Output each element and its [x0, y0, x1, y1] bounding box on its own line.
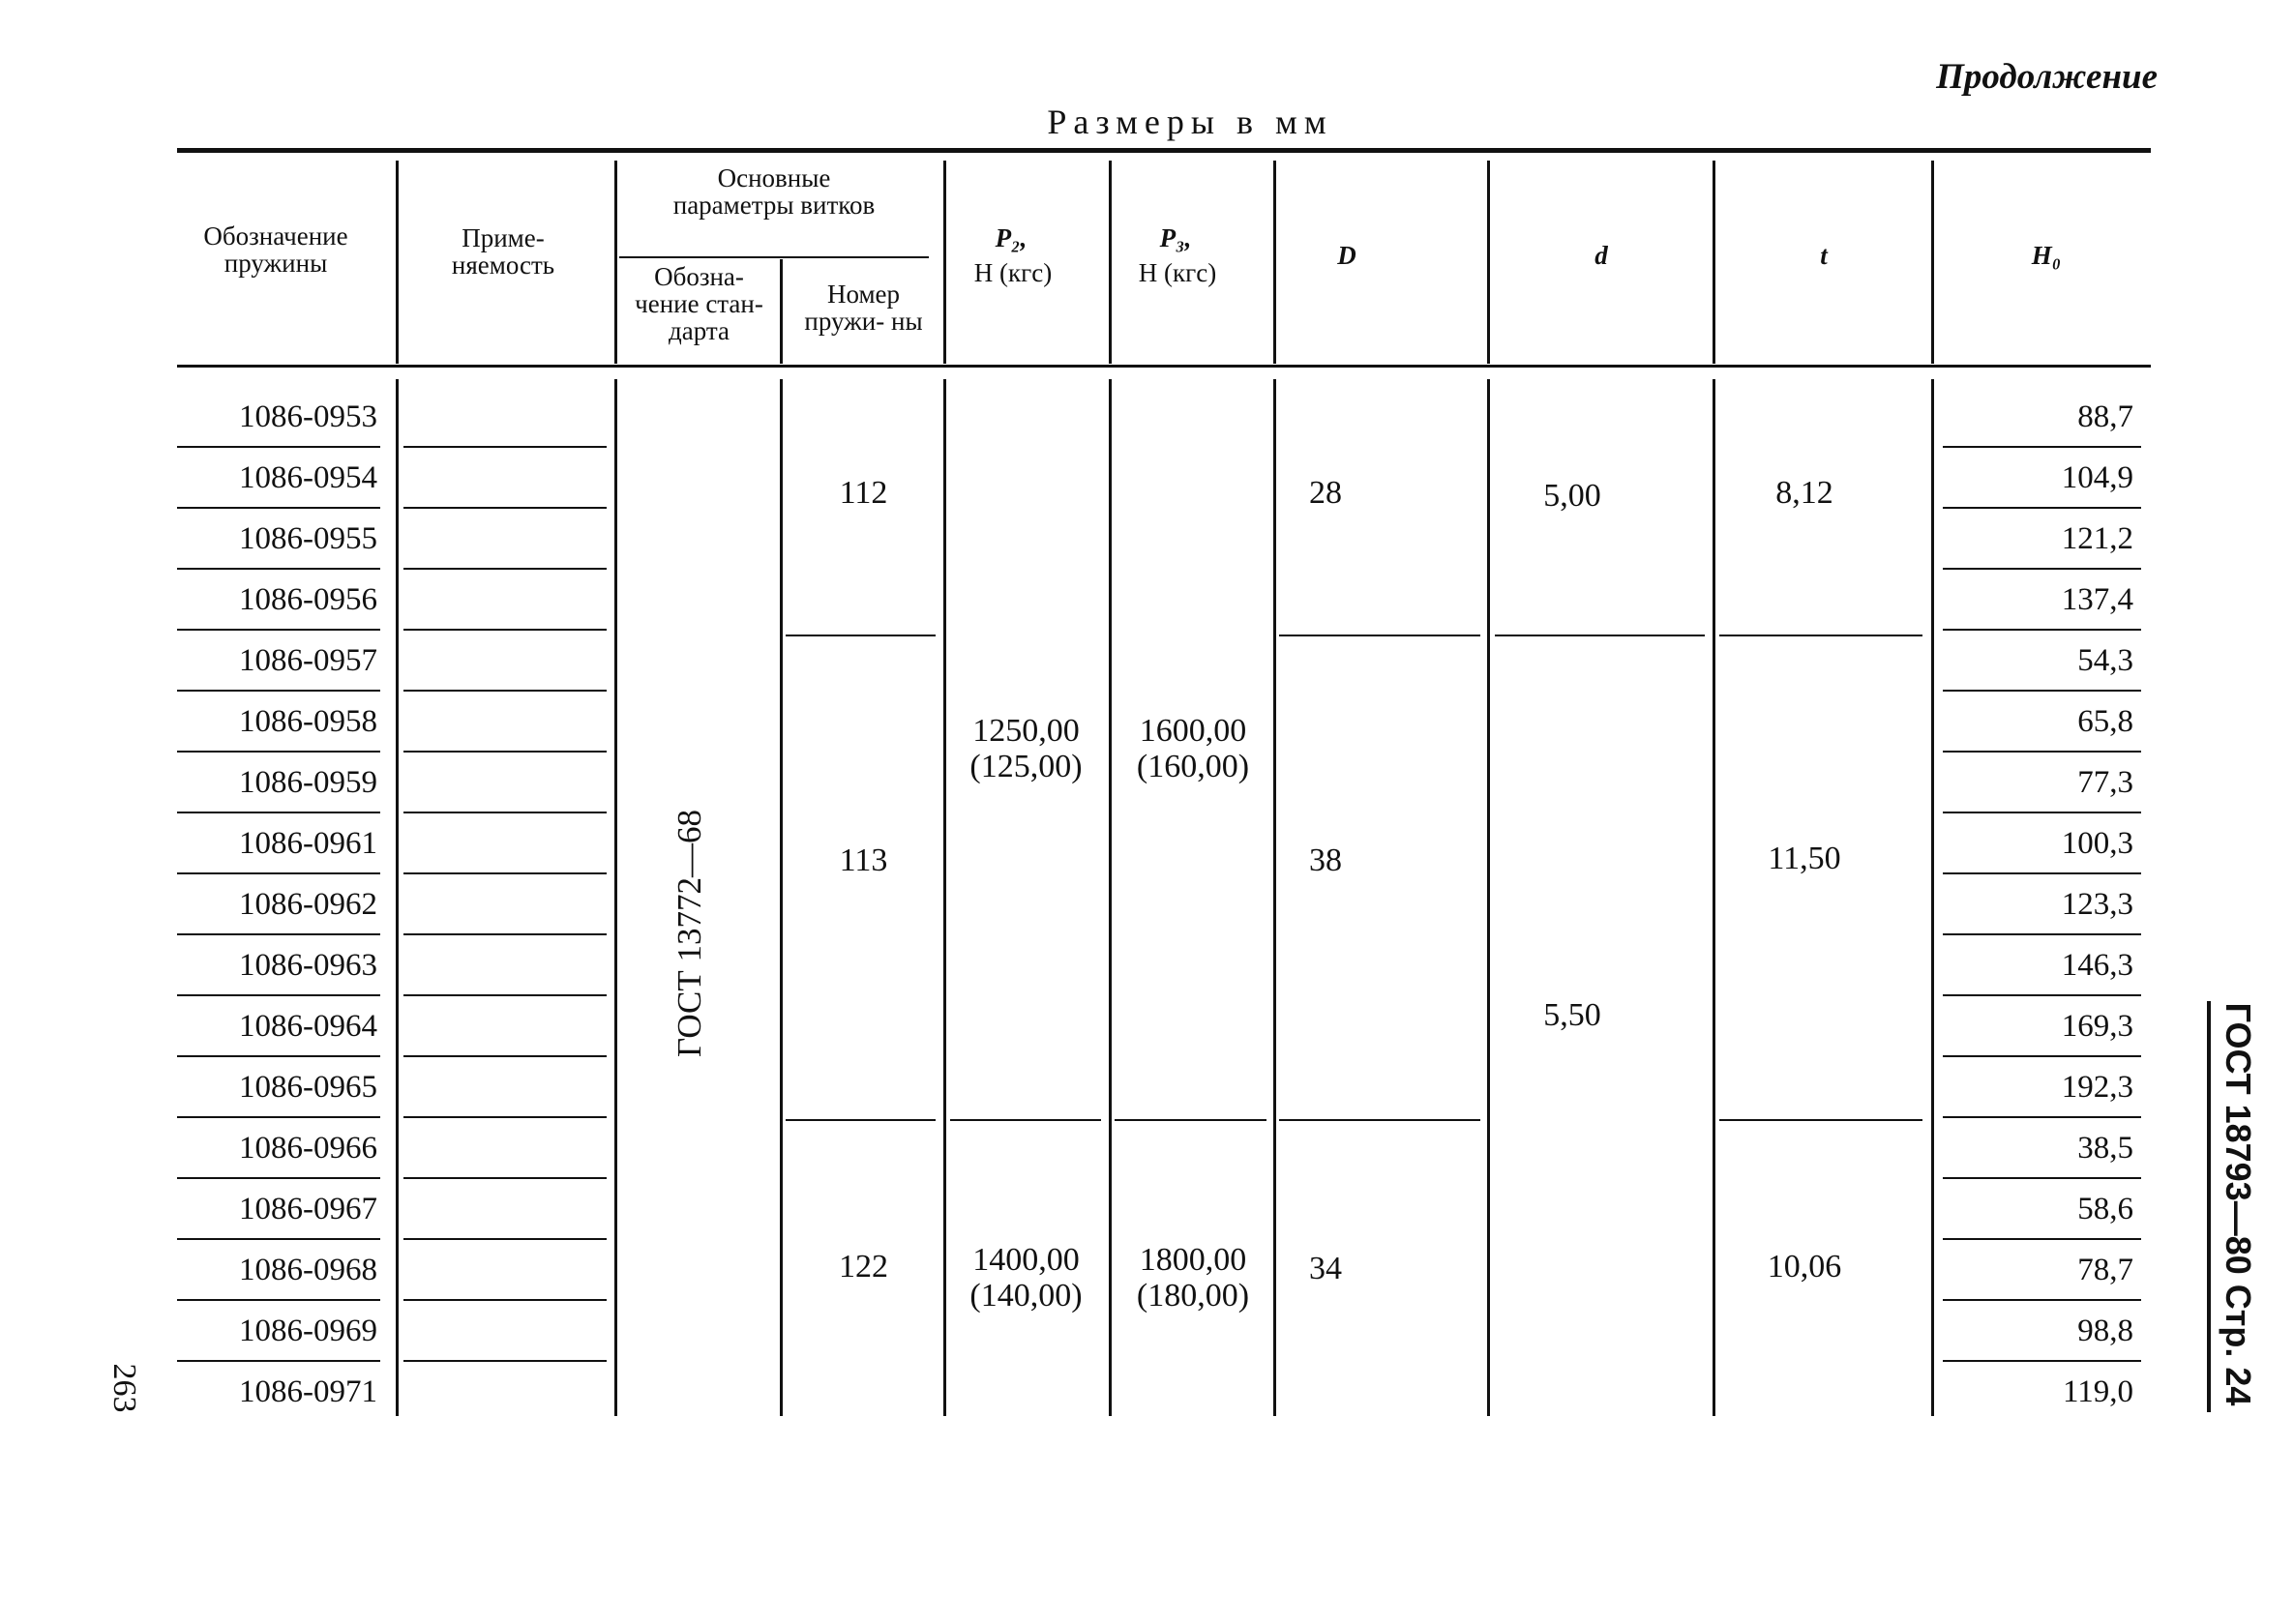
h0-cell: 58,6: [2077, 1192, 2133, 1226]
p2-value-kgf: (140,00): [969, 1278, 1083, 1314]
h0-underline: [1943, 751, 2141, 753]
applicability-blank-line: [403, 751, 607, 753]
spring-designation-cell: 1086-0969: [239, 1314, 377, 1348]
p2-value: 1250,00: [972, 713, 1080, 749]
h0-cell: 104,9: [2061, 460, 2133, 495]
h0-cell: 123,3: [2061, 887, 2133, 922]
col-line: [1713, 379, 1715, 1416]
header-D: D: [1337, 241, 1356, 270]
designation-underline: [177, 751, 380, 753]
h0-cell: 119,0: [2062, 1374, 2133, 1409]
spring-number-cell: 112: [839, 475, 888, 511]
h0-underline: [1943, 507, 2141, 509]
spring-designation-cell: 1086-0953: [239, 399, 377, 434]
header-spring-designation: Обозначение пружины: [203, 221, 348, 278]
spring-number-cell: 122: [839, 1249, 888, 1284]
col-line: [396, 379, 399, 1416]
h0-cell: 88,7: [2077, 399, 2133, 434]
h0-cell: 77,3: [2077, 765, 2133, 800]
p2-value-kgf: (125,00): [969, 749, 1083, 784]
spring-designation-cell: 1086-0963: [239, 948, 377, 983]
spring-designation-cell: 1086-0956: [239, 582, 377, 617]
D-cell: 34: [1309, 1251, 1342, 1286]
col-line: [396, 161, 399, 364]
applicability-blank-line: [403, 812, 607, 813]
header-applicability: Приме- няемость: [451, 223, 555, 280]
col-line: [1109, 161, 1112, 364]
h0-cell: 121,2: [2061, 521, 2133, 556]
spring-designation-cell: 1086-0968: [239, 1253, 377, 1287]
spring-number-cell: 113: [839, 842, 888, 878]
group-separator: [1115, 1119, 1266, 1121]
page-number: 263: [106, 1363, 142, 1413]
spring-designation-cell: 1086-0962: [239, 887, 377, 922]
h0-cell: 146,3: [2061, 948, 2133, 983]
header-d: d: [1594, 241, 1608, 270]
h0-underline: [1943, 994, 2141, 996]
header-bottom-rule: [177, 365, 2151, 368]
group-separator: [786, 1119, 936, 1121]
t-cell: 8,12: [1775, 475, 1833, 511]
h0-underline: [1943, 1177, 2141, 1179]
h0-underline: [1943, 933, 2141, 935]
col-line: [780, 259, 783, 364]
h0-underline: [1943, 446, 2141, 448]
designation-underline: [177, 1177, 380, 1179]
p3-value: 1600,00: [1139, 713, 1247, 749]
applicability-blank-line: [403, 1177, 607, 1179]
D-cell: 38: [1309, 842, 1342, 878]
designation-underline: [177, 446, 380, 448]
applicability-blank-line: [403, 872, 607, 874]
applicability-blank-line: [403, 1238, 607, 1240]
h0-underline: [1943, 812, 2141, 813]
standard-designation-cell: ГОСТ 13772—68: [670, 809, 708, 1058]
header-p2-symbol: P₂,: [995, 223, 1028, 252]
designation-underline: [177, 568, 380, 570]
header-spring-number: Номер пружи- ны: [804, 280, 923, 336]
col-line: [1273, 379, 1276, 1416]
h0-underline: [1943, 1238, 2141, 1240]
header-standard-designation: Обозна- чение стан- дарта: [635, 262, 763, 345]
units-title: Размеры в мм: [1047, 103, 1333, 141]
h0-underline: [1943, 629, 2141, 631]
D-cell: 28: [1309, 475, 1342, 511]
spring-designation-cell: 1086-0955: [239, 521, 377, 556]
h0-underline: [1943, 872, 2141, 874]
spring-designation-cell: 1086-0965: [239, 1070, 377, 1105]
designation-underline: [177, 1116, 380, 1118]
applicability-blank-line: [403, 568, 607, 570]
header-main-params: Основные параметры витков: [672, 163, 876, 220]
designation-underline: [177, 690, 380, 692]
designation-underline: [177, 872, 380, 874]
h0-underline: [1943, 1116, 2141, 1118]
h0-underline: [1943, 690, 2141, 692]
h0-cell: 169,3: [2061, 1009, 2133, 1044]
applicability-blank-line: [403, 1055, 607, 1057]
designation-underline: [177, 933, 380, 935]
col-line: [943, 161, 946, 364]
group-separator: [1279, 635, 1480, 636]
group-separator: [1719, 1119, 1922, 1121]
spring-designation-cell: 1086-0966: [239, 1131, 377, 1166]
group-separator: [950, 1119, 1101, 1121]
spring-designation-cell: 1086-0958: [239, 704, 377, 739]
designation-underline: [177, 507, 380, 509]
col-line: [1487, 161, 1490, 364]
group-separator: [786, 635, 936, 636]
p3-value-kgf: (180,00): [1136, 1278, 1250, 1314]
group-separator: [1495, 635, 1705, 636]
h0-cell: 98,8: [2077, 1314, 2133, 1348]
spring-designation-cell: 1086-0959: [239, 765, 377, 800]
h0-underline: [1943, 1299, 2141, 1301]
col-line: [1487, 379, 1490, 1416]
group-separator: [1719, 635, 1922, 636]
h0-cell: 38,5: [2077, 1131, 2133, 1166]
col-line: [614, 379, 617, 1416]
col-line: [780, 379, 783, 1416]
col-line: [1931, 161, 1934, 364]
p2-value: 1400,00: [972, 1242, 1080, 1278]
spring-designation-cell: 1086-0957: [239, 643, 377, 678]
h0-cell: 192,3: [2061, 1070, 2133, 1105]
applicability-blank-line: [403, 1116, 607, 1118]
header-p3-symbol: P₃,: [1159, 223, 1192, 252]
applicability-blank-line: [403, 629, 607, 631]
d-cell: 5,50: [1543, 997, 1601, 1033]
col-line: [1273, 161, 1276, 364]
h0-cell: 137,4: [2061, 582, 2133, 617]
p3-value-kgf: (160,00): [1136, 749, 1250, 784]
h0-cell: 100,3: [2061, 826, 2133, 861]
h0-cell: 78,7: [2077, 1253, 2133, 1287]
header-t: t: [1820, 241, 1828, 270]
col-line: [943, 379, 946, 1416]
spring-designation-cell: 1086-0961: [239, 826, 377, 861]
designation-underline: [177, 629, 380, 631]
d-cell: 5,00: [1543, 478, 1601, 514]
designation-underline: [177, 1299, 380, 1301]
header-H0: H₀: [2031, 241, 2062, 270]
spring-designation-cell: 1086-0964: [239, 1009, 377, 1044]
continuation-label: Продолжение: [1936, 57, 2158, 97]
header-p2-unit: Н (кгс): [973, 258, 1053, 287]
designation-underline: [177, 812, 380, 813]
col-line: [614, 161, 617, 364]
spring-designation-cell: 1086-0954: [239, 460, 377, 495]
table-top-rule: [177, 148, 2151, 153]
designation-underline: [177, 1360, 380, 1362]
h0-underline: [1943, 568, 2141, 570]
h0-underline: [1943, 1360, 2141, 1362]
designation-underline: [177, 1055, 380, 1057]
header-p3-unit: Н (кгс): [1138, 258, 1217, 287]
col-line: [1713, 161, 1715, 364]
applicability-blank-line: [403, 1299, 607, 1301]
applicability-blank-line: [403, 507, 607, 509]
designation-underline: [177, 994, 380, 996]
group-separator: [1279, 1119, 1480, 1121]
applicability-blank-line: [403, 690, 607, 692]
applicability-blank-line: [403, 446, 607, 448]
spring-designation-cell: 1086-0967: [239, 1192, 377, 1226]
h0-underline: [1943, 1055, 2141, 1057]
applicability-blank-line: [403, 933, 607, 935]
designation-underline: [177, 1238, 380, 1240]
h0-cell: 65,8: [2077, 704, 2133, 739]
document-side-label: ГОСТ 18793—80 Стр. 24: [2219, 1002, 2258, 1406]
applicability-blank-line: [403, 994, 607, 996]
h0-cell: 54,3: [2077, 643, 2133, 678]
col-line: [1109, 379, 1112, 1416]
side-label-rule: [2207, 1001, 2211, 1412]
t-cell: 10,06: [1767, 1249, 1842, 1284]
main-params-divider: [619, 256, 929, 258]
t-cell: 11,50: [1768, 841, 1841, 876]
p3-value: 1800,00: [1139, 1242, 1247, 1278]
spring-designation-cell: 1086-0971: [239, 1374, 377, 1409]
applicability-blank-line: [403, 1360, 607, 1362]
